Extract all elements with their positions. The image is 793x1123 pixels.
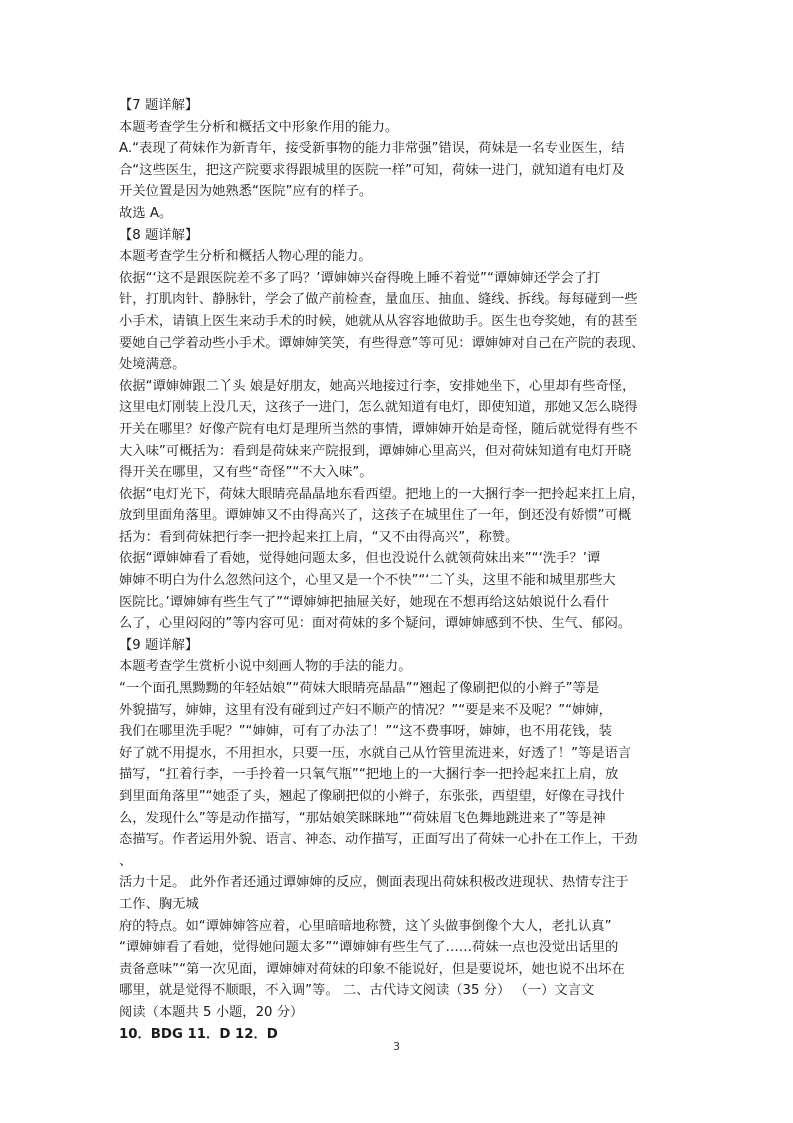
text-line: 要她自己学着动些小手术。谭婶婶笑笑，有些得意”等可见：谭婶婶对自己在产院的表现、 — [119, 335, 645, 351]
text-line: 开关位置是因为她熟悉“医院”应有的样子。 — [119, 184, 373, 200]
text-line: 活力十足。 此外作者还通过谭婶婶的反应，侧面表现出荷妹积极改进现状、热情专注于 — [119, 875, 629, 891]
text-line: 【8 题详解】 — [119, 227, 199, 243]
text-line: 我们在哪里洗手呢？”“婶婶，可有了办法了！”“这不费事呀，婶婶，也不用花钱，装 — [119, 724, 612, 740]
answer-key-line: 10．BDG 11．D 12．D — [119, 1026, 278, 1042]
text-line: A.“表现了荷妹作为新青年，接受新事物的能力非常强”错误，荷妹是一名专业医生，结 — [119, 141, 625, 157]
text-line: 这里电灯刚装上没几天，这孩子一进门，怎么就知道有电灯，即使知道，那她又怎么晓得 — [119, 400, 638, 416]
text-line: “谭婶婶看了看她，觉得她问题太多”“谭婶婶有些生气了……荷妹一点也没觉出话里的 — [119, 940, 619, 956]
text-line: 描写，“扛着行李，一手拎着一只氧气瓶”“把地上的一大捆行李一把拎起来扛上肩，放 — [119, 767, 619, 783]
text-line: 依据“电灯光下，荷妹大眼睛亮晶晶地东看西望。把地上的一大捆行李一把拎起来扛上肩， — [119, 486, 645, 502]
answer-explanation-text — [119, 95, 679, 1045]
text-line: 态描写。作者运用外貌、语言、神态、动作描写，正面写出了荷妹一心扑在工作上，干劲 — [119, 832, 638, 848]
text-line: 依据“谭婶婶跟二丫头 娘是好朋友，她高兴地接过行李，安排她坐下，心里却有些奇怪， — [119, 378, 636, 394]
text-line: 本题考查学生分析和概括人物心理的能力。 — [119, 249, 372, 265]
page-number: 3 — [393, 1040, 400, 1053]
text-line: 好了就不用提水，不用担水，只要一压，水就自己从竹管里流进来，好透了！”等是语言 — [119, 745, 632, 761]
text-line: 括为：看到荷妹把行李一把拎起来扛上肩，“又不由得高兴”，称赞。 — [119, 529, 519, 545]
text-line: 么，发现什么”等是动作描写，“那姑娘笑眯眯地”“荷妹眉飞色舞地跳进来了”等是神 — [119, 810, 606, 826]
text-line: 哪里，就是觉得不顺眼，不入调”等。 二、古代诗文阅读（35 分） （一）文言文 — [119, 983, 595, 999]
text-line: 本题考查学生分析和概括文中形象作用的能力。 — [119, 119, 399, 135]
text-line: 大入味”可概括为：看到是荷妹来产院报到，谭婶婶心里高兴，但对荷妹知道有电灯开晓 — [119, 443, 632, 459]
text-line: 得开关在哪里，又有些“奇怪”“不大入味”。 — [119, 465, 373, 481]
text-line: 到里面角落里”“她歪了头，翘起了像刷把似的小辫子，东张张，西望望，好像在寻找什 — [119, 789, 625, 804]
text-line: 阅读（本题共 5 小题，20 分） — [119, 1004, 304, 1020]
text-line: 开关在哪里？好像产院有电灯是理所当然的事情，谭婶婶开始是奇怪，随后就觉得有些不 — [119, 421, 638, 437]
text-line: 婶婶不明白为什么忽然问这个，心里又是一个不快”“‘二丫头，这里不能和城里那些大 — [119, 573, 616, 589]
text-line: 么了，心里闷闷的”等内容可见：面对荷妹的多个疑问，谭婶婶感到不快、生气、郁闷。 — [119, 616, 632, 632]
text-line: “一个面孔黑黝黝的年轻姑娘”“荷妹大眼睛亮晶晶”“翘起了像刷把似的小辫子”等是 — [119, 681, 600, 697]
text-line: 故选 A。 — [119, 205, 173, 221]
text-line: 【9 题详解】 — [119, 637, 199, 653]
text-line: 依据“谭婶婶看了看她，觉得她问题太多，但也没说什么就领荷妹出来”“‘洗手？’谭 — [119, 551, 601, 567]
text-line: 放到里面角落里。谭婶婶又不由得高兴了，这孩子在城里住了一年，倒还没有娇惯”可概 — [119, 508, 632, 524]
text-line: 本题考查学生赏析小说中刻画人物的手法的能力。 — [119, 659, 412, 675]
text-line: 外貌描写，婶婶，这里有没有碰到过产妇不顺产的情况？”“要是来不及呢？”“婶婶， — [119, 702, 612, 718]
text-line: 依据“‘这不是跟医院差不多了吗？’谭婶婶兴奋得晚上睡不着觉”“谭婶婶还学会了打 — [119, 270, 601, 286]
text-line: 责备意味”“第一次见面，谭婶婶对荷妹的印象不能说好，但是要说坏，她也说不出坏在 — [119, 961, 625, 977]
text-line: 小手术，请镇上医生来动手术的时候，她就从从容容地做助手。医生也夸奖她，有的甚至 — [119, 313, 638, 329]
text-line: 府的特点。如“谭婶婶答应着，心里暗暗地称赞，这丫头做事倒像个大人，老扎认真” — [119, 918, 612, 934]
text-line: 、 — [119, 853, 133, 869]
text-line: 处境满意。 — [119, 357, 186, 373]
text-line: 工作、胸无城 — [119, 896, 199, 912]
text-line: 合“这些医生，把这产院要求得跟城里的医院一样”可知，荷妹一进门，就知道有电灯及 — [119, 162, 625, 178]
text-line: 【7 题详解】 — [119, 98, 199, 113]
text-line: 针，打肌肉针、静脉针，学会了做产前检查，量血压、抽血、缝线、拆线。每每碰到一些 — [119, 292, 638, 308]
text-line: 医院比。’谭婶婶有些生气了”“谭婶婶把抽屉关好，她现在不想再给这姑娘说什么看什 — [119, 594, 610, 610]
